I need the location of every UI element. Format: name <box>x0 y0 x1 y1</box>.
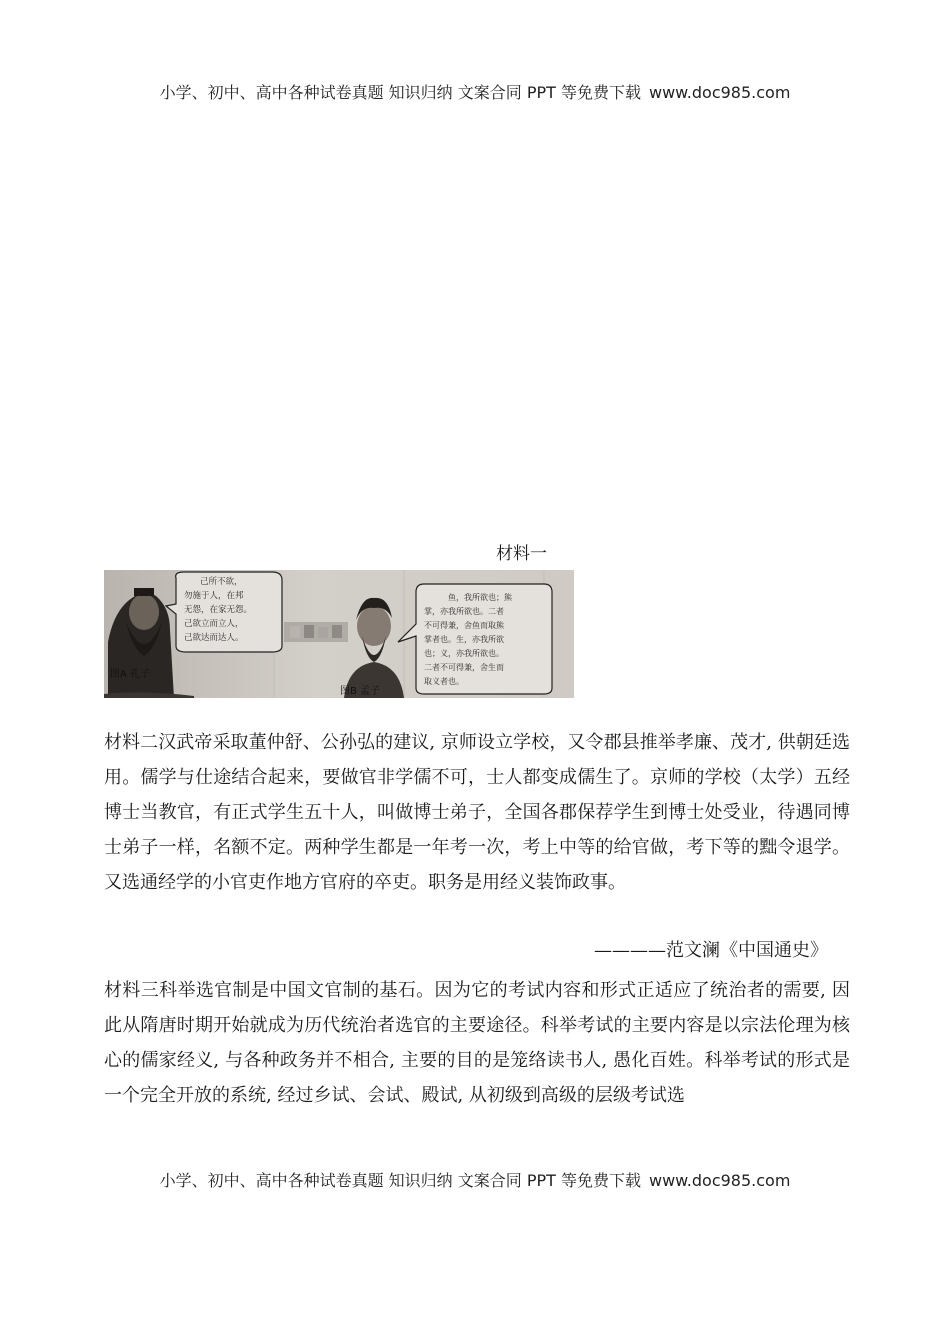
footer-text: 小学、初中、高中各种试卷真题 知识归纳 文案合同 PPT 等免费下载 <box>159 1171 641 1190</box>
material3-paragraph: 材料三科举选官制是中国文官制的基石。因为它的考试内容和形式正适应了统治者的需要, 因此从隋唐时期开始就成为历代统治者选官的主要途径。科举考试的主要内容是以宗法伦理为核心的儒家经义, 与各种政务并不相合, 主要的目的是笼络读书人, 愚化百姓。科举考试的形式是一个完全开放的系统, 经过乡试、会试、殿试, 从初级到高级的层级考试选 <box>104 980 850 1106</box>
speech-bubble-mencius <box>398 584 552 694</box>
svg-text:掌者也。生，亦我所欲: 掌者也。生，亦我所欲 <box>424 635 504 644</box>
svg-text:无怨，在家无怨。: 无怨，在家无怨。 <box>184 605 253 615</box>
caption-confucius: 图A 孔子 <box>110 669 151 680</box>
material1-figure <box>104 570 574 698</box>
svg-text:掌，亦我所欲也。二者: 掌，亦我所欲也。二者 <box>424 607 504 616</box>
material2-source: ————范文澜《中国通史》 <box>594 940 828 961</box>
material1-title: 材料一 <box>496 544 547 564</box>
header-url[interactable]: www.doc985.com <box>649 83 791 102</box>
footer-url[interactable]: www.doc985.com <box>649 1171 791 1190</box>
svg-text:取义者也。: 取义者也。 <box>424 677 464 686</box>
blurred-patch <box>284 622 348 642</box>
page-footer <box>0 1168 950 1191</box>
header-text: 小学、初中、高中各种试卷真题 知识归纳 文案合同 PPT 等免费下载 <box>159 83 641 102</box>
speech-bubble-confucius <box>166 572 282 652</box>
svg-text:也；义，亦我所欲也。: 也；义，亦我所欲也。 <box>424 649 504 658</box>
page-header <box>0 80 950 103</box>
caption-mencius: 图B 孟子 <box>340 686 381 697</box>
bubble-b-text <box>424 592 513 686</box>
svg-text:己所不欲，: 己所不欲， <box>200 577 243 587</box>
svg-text:己欲达而达人。: 己欲达而达人。 <box>184 633 244 643</box>
material2-paragraph: 材料二汉武帝采取董仲舒、公孙弘的建议, 京师设立学校，又令郡县推举孝廉、茂才, 供朝廷选用。儒学与仕途结合起来，要做官非学儒不可，士人都变成儒生了。京师的学校（太学）五经博士当教官，有正式学生五十人，叫做博士弟子，全国各郡保荐学生到博士处受业，待遇同博士弟子一样，名额不定。两种学生都是一年考一次，考上中等的给官做，考下等的黜令退学。又选通经学的小官吏作地方官府的卒吏。职务是用经义装饰政事。 <box>104 732 850 893</box>
svg-text:鱼，我所欲也；熊: 鱼，我所欲也；熊 <box>448 593 512 602</box>
svg-text:勿施于人，在邦: 勿施于人，在邦 <box>184 591 244 601</box>
svg-text:己欲立而立人，: 己欲立而立人， <box>184 619 244 629</box>
svg-text:二者不可得兼，舍生而: 二者不可得兼，舍生而 <box>424 663 504 672</box>
svg-text:不可得兼，舍鱼而取熊: 不可得兼，舍鱼而取熊 <box>424 621 504 630</box>
